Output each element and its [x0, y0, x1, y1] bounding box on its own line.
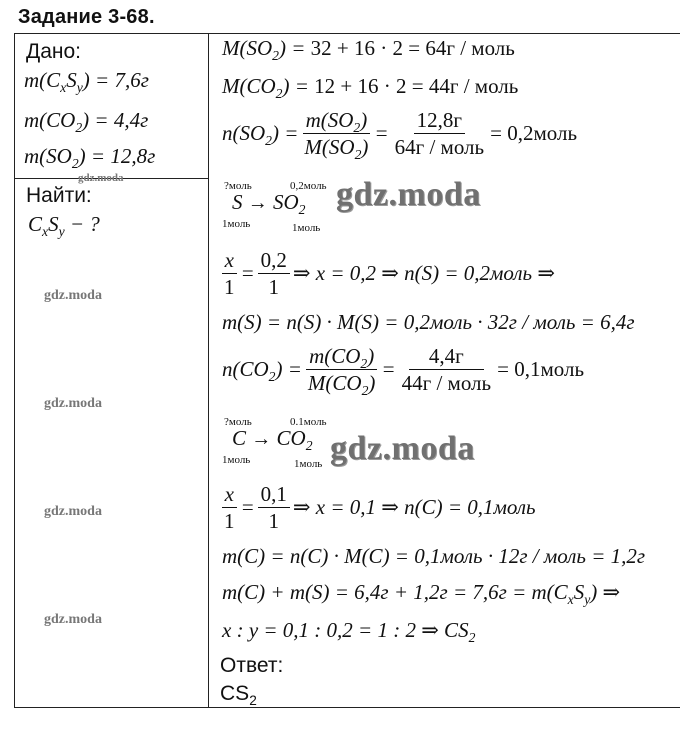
table-divider-vertical: [208, 33, 209, 708]
eq1-top-left: ?моль: [224, 180, 252, 192]
proportion-1: $\frac{x}{1}$ = $\frac{0,2}{1}$ ⇒ x = 0,2 ⇒ n(S) = 0,2моль ⇒: [218, 248, 555, 299]
given-mass-co2-value: 4,4г: [113, 108, 149, 132]
eq2-reaction: $C \to CO_2$: [232, 426, 313, 453]
watermark-big-2: gdz.moda: [330, 430, 475, 467]
amount-co2-result: = 0,1моль: [497, 357, 585, 382]
given-mass-compound-value: 7,6г: [114, 68, 149, 92]
molar-mass-co2-calc: 12 + 16 · 2 = 44г / моль: [314, 74, 519, 98]
proportion-2-left: $\frac{x}{1}$: [221, 482, 238, 533]
mass-carbon: m(C) = n(C) · M(C) = 0,1моль · 12г / моль = 1,2г: [222, 544, 646, 568]
given-mass-so2-value: 12,8г: [110, 144, 156, 168]
find-label: Найти:: [26, 184, 92, 207]
molar-mass-so2: $M(SO_2) = 32 + 16 \cdot 2 = 64г$ / моль: [222, 36, 515, 63]
eq1-bottom-left: 1моль: [222, 218, 251, 230]
eq2-bottom-right: 1моль: [294, 458, 323, 470]
mass-sulfur: m(S) = n(S) · M(S) = 0,2моль · 32г / моль = 6,4г: [222, 310, 635, 334]
amount-so2: $n(SO_2)$ = $\frac{m(SO_2)}{M(SO_2)}$ = $\frac{12,8г}{\text{64г / моль}}$ = 0,2моль: [222, 108, 578, 162]
proportion-1-result: ⇒ x = 0,2 ⇒ n(S) = 0,2моль ⇒: [292, 261, 555, 286]
table-top-border: [14, 33, 680, 34]
given-mass-co2: $m(CO_2) = 4,4г$: [24, 108, 149, 135]
mass-sum: $m(C) + m(S) = 6,4г + 1,2г = 7,6г = m(C_xS_y)$ ⇒: [222, 580, 621, 607]
eq2-top-right: 0.1моль: [290, 416, 327, 428]
amount-co2-formula-frac: $\frac{m(CO_2)}{M(CO_2)}$: [307, 344, 376, 398]
proportion-1-left: $\frac{x}{1}$: [221, 248, 238, 299]
amount-co2: $n(CO_2)$ = $\frac{m(CO_2)}{M(CO_2)}$ = $\frac{4,4г}{\text{44г / моль}}$ = 0,1моль: [222, 344, 585, 398]
proportion-2-right: $\frac{0,1}{1}$: [258, 482, 290, 533]
watermark-big-1: gdz.moda: [336, 176, 481, 213]
watermark-small-given: gdz.moda: [78, 172, 124, 184]
proportion-1-right: $\frac{0,2}{1}$: [258, 248, 290, 299]
given-mass-compound: $m(C_xS_y) = 7,6г$: [24, 68, 149, 95]
watermark-small-4: gdz.moda: [44, 612, 102, 627]
eq1-reaction: $S \to SO_2$: [232, 190, 306, 217]
watermark-small-2: gdz.moda: [44, 396, 102, 411]
eq2-bottom-left: 1моль: [222, 454, 251, 466]
molar-mass-so2-calc: 32 + 16 · 2 = 64г / моль: [310, 36, 515, 60]
proportion-2-result: ⇒ x = 0,1 ⇒ n(C) = 0,1моль: [292, 495, 536, 520]
eq2-top-left: ?моль: [224, 416, 252, 428]
find-target: $C_xS_y$ − ?: [28, 212, 100, 239]
eq1-top-right: 0,2моль: [290, 180, 327, 192]
given-label: Дано:: [26, 40, 82, 63]
answer-value: $CS_2$: [220, 682, 257, 708]
table-left-border: [14, 33, 15, 708]
amount-so2-formula-frac: $\frac{m(SO_2)}{M(SO_2)}$: [304, 108, 369, 162]
proportion-2: $\frac{x}{1}$ = $\frac{0,1}{1}$ ⇒ x = 0,1 ⇒ n(C) = 0,1моль: [218, 482, 536, 533]
task-title: Задание 3-68.: [18, 6, 155, 28]
watermark-small-3: gdz.moda: [44, 504, 102, 519]
amount-so2-value-frac: $\frac{12,8г}{\text{64г / моль}}$: [394, 108, 485, 160]
answer-label: Ответ:: [220, 654, 284, 677]
atom-ratio: x : y = 0,1 : 0,2 = 1 : 2 ⇒ $CS_2$: [222, 618, 476, 645]
given-mass-so2: $m(SO_2) = 12,8г$: [24, 144, 156, 171]
amount-co2-value-frac: $\frac{4,4г}{\text{44г / моль}}$: [401, 344, 492, 396]
amount-so2-result: = 0,2моль: [490, 121, 578, 146]
watermark-small-1: gdz.moda: [44, 288, 102, 303]
table-bottom-border: [14, 707, 680, 708]
molar-mass-co2: $M(CO_2) = 12 + 16 \cdot 2 = 44г$ / моль: [222, 74, 519, 101]
eq1-bottom-right: 1моль: [292, 222, 321, 234]
